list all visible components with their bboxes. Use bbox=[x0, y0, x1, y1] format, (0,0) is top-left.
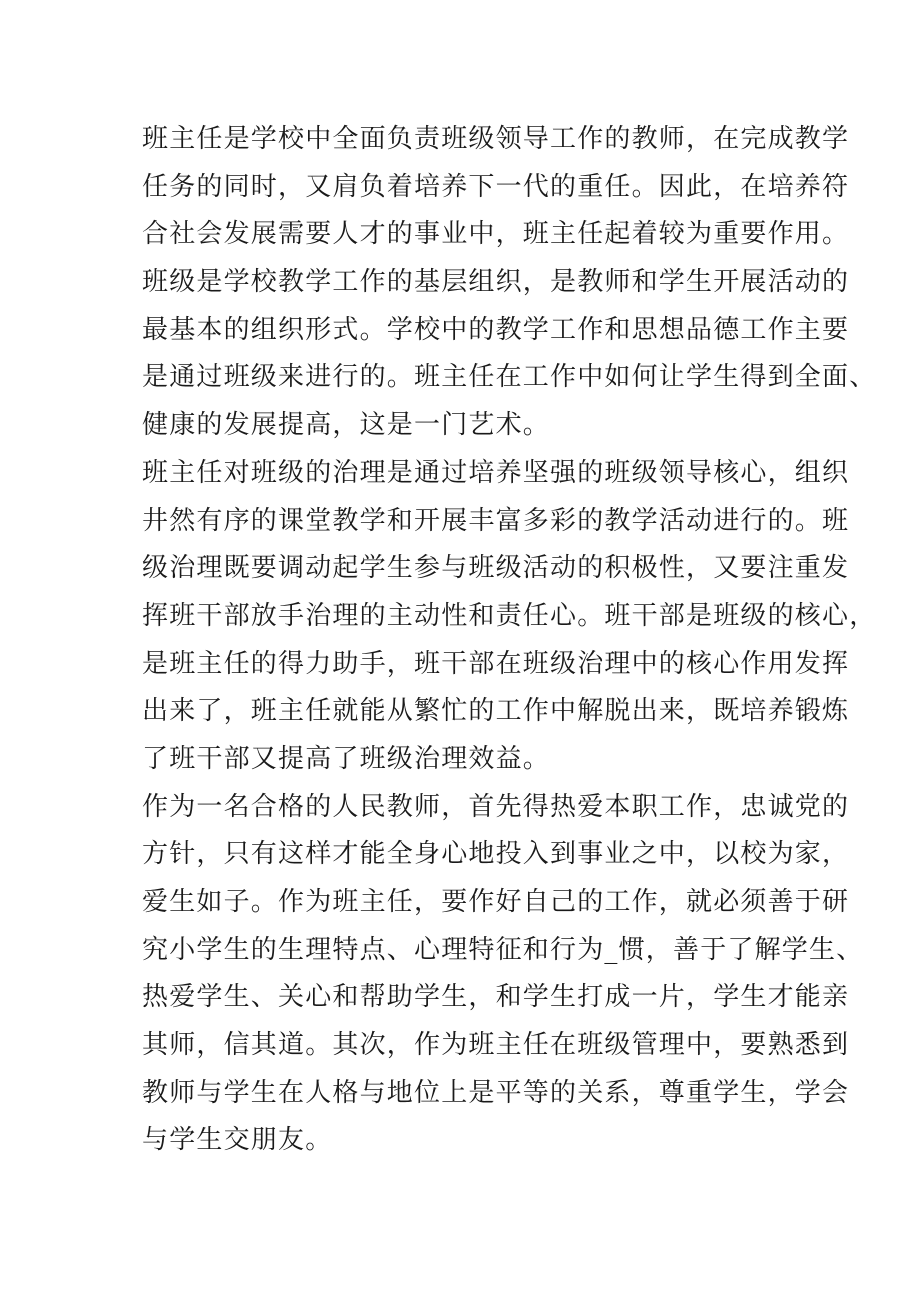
text-line: 级治理既要调动起学生参与班级活动的积极性，又要注重发 bbox=[142, 553, 850, 584]
text-line: 究小学生的生理特点、心理特征和行为_惯，善于了解学生、 bbox=[142, 934, 864, 965]
text-line: 挥班干部放手治理的主动性和责任心。班干部是班级的核心， bbox=[142, 600, 877, 631]
text-line: 井然有序的课堂教学和开展丰富多彩的教学活动进行的。班 bbox=[142, 505, 850, 536]
text-line: 合社会发展需要人才的事业中，班主任起着较为重要作用。 bbox=[142, 219, 850, 250]
text-line: 了班干部又提高了班级治理效益。 bbox=[142, 743, 551, 774]
text-line: 健康的发展提高，这是一门艺术。 bbox=[142, 410, 551, 441]
text-line: 作为一名合格的人民教师，首先得热爱本职工作，忠诚党的 bbox=[142, 791, 850, 822]
text-line: 方针，只有这样才能全身心地投入到事业之中，以校为家， bbox=[142, 839, 850, 870]
text-line: 热爱学生、关心和帮助学生，和学生打成一片，学生才能亲 bbox=[142, 982, 850, 1013]
text-line: 任务的同时，又肩负着培养下一代的重任。因此，在培养符 bbox=[142, 171, 850, 202]
text-line: 教师与学生在人格与地位上是平等的关系，尊重学生，学会 bbox=[142, 1077, 850, 1108]
text-line: 其师，信其道。其次，作为班主任在班级管理中，要熟悉到 bbox=[142, 1030, 850, 1061]
text-line: 是通过班级来进行的。班主任在工作中如何让学生得到全面、 bbox=[142, 362, 877, 393]
text-line: 是班主任的得力助手，班干部在班级治理中的核心作用发挥 bbox=[142, 648, 850, 679]
document-body bbox=[142, 116, 877, 1165]
text-line: 班主任是学校中全面负责班级领导工作的教师，在完成教学 bbox=[142, 124, 850, 154]
text-line: 爱生如子。作为班主任，要作好自己的工作，就必须善于研 bbox=[142, 887, 850, 917]
text-line: 班主任对班级的治理是通过培养坚强的班级领导核心，组织 bbox=[142, 457, 850, 488]
text-line: 与学生交朋友。 bbox=[142, 1125, 333, 1156]
text-line: 出来了，班主任就能从繁忙的工作中解脱出来，既培养锻炼 bbox=[142, 696, 850, 727]
text-line: 最基本的组织形式。学校中的教学工作和思想品德工作主要 bbox=[142, 314, 850, 345]
text-line: 班级是学校教学工作的基层组织，是教师和学生开展活动的 bbox=[142, 267, 850, 298]
